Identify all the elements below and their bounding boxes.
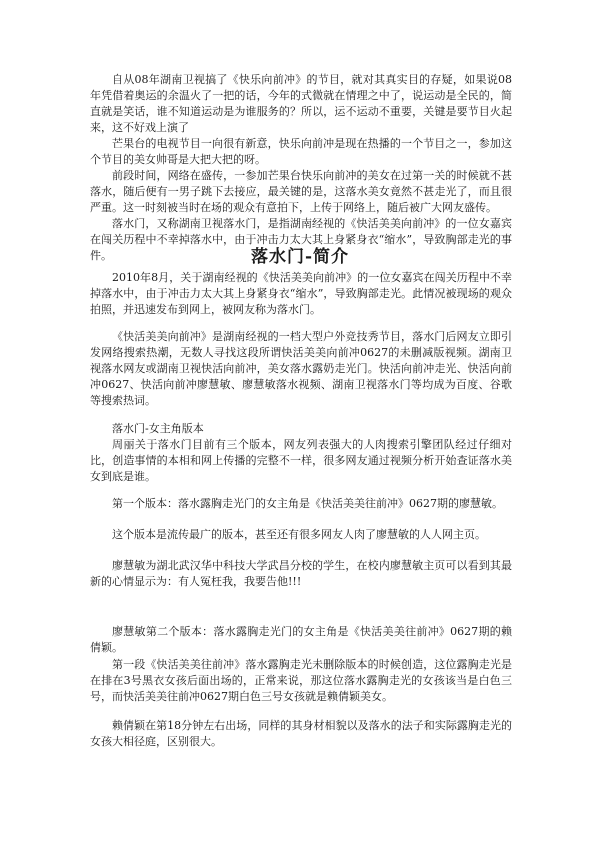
version-one-paragraph: 第一个版本：落水露胸走光门的女主角是《快活美美往前冲》0627期的廖慧敏。 [112,497,503,510]
intro-paragraph-4: 落水门，又称湖南卫视落水门，是指湖南经视的《快活美美向前冲》的一位女嘉宾在闯关历程中不幸掉落水中，由于冲击力太大其上身紧身衣“缩水”，导致胸部走光的事件。 [90,217,512,262]
version-one-detail: 这个版本是流传最广的版本，甚至还有很多网友人肉了廖慧敏的人人网主页。 [112,528,486,541]
intro-paragraph-2: 芒果台的电视节目一向很有新意，快乐向前冲是现在热播的一个节目之一，参加这个节目的美女帅哥是大把大把的呀。 [90,137,512,166]
liao-huimin-paragraph: 廖慧敏为湖北武汉华中科技大学武昌分校的学生，在校内廖慧敏主页可以看到其最新的心情显示为：有人冤枉我，我要告他!!! [90,559,512,588]
subheading-heroine-versions: 落水门-女主角版本 [112,422,204,435]
section-heading: 落水门-简介 [250,247,350,267]
version-two-detail: 第一段《快活美美往前冲》落水露胸走光未删除版本的时候创造，这位露胸走光是在排在3号黑衣女孩后面出场的，正常来说，那这位落水露胸走光的女孩该当是白色三号，而快活美美往前冲0627期白色三号女孩就是赖倩颖美女。 [90,658,512,703]
body-paragraph-3: 周丽关于落水门目前有三个版本，网友列表强大的人肉搜索引擎团队经过仔细对比，创造事情的本相和网上传播的完整不一样，很多网友通过视频分析开始查证落水美女到底是谁。 [90,438,512,483]
intro-paragraph-1: 自从08年湖南卫视搞了《快乐向前冲》的节目，就对其真实目的存疑，如果说08年凭借着奥运的余温火了一把的话，今年的式微就在情理之中了，说运动是全民的，简直就是笑话，谁不知道运动是为谁服务的？所以，运不运动不重要，关键是要节目火起来，这不好戏上演了 [90,73,512,134]
body-paragraph-1: 2010年8月，关于湖南经视的《快活美美向前冲》的一位女嘉宾在闯关历程中不幸掉落水中，由于冲击力太大其上身紧身衣“缩水”，导致胸部走光。此情况被现场的观众拍照，并迅速发布到网上，被网友称为落水门。 [90,271,512,316]
lai-qianying-paragraph: 赖倩颖在第18分钟左右出场，同样的其身材相貌以及落水的法子和实际露胸走光的女孩大相径庭，区别很大。 [90,719,512,748]
intro-paragraph-3: 前段时间，网络在盛传，一参加芒果台快乐向前冲的美女在过第一关的时候就不甚落水，随后便有一男子跳下去接应，最关键的是，这落水美女竟然不甚走光了，而且很严重。这一时刻被当时在场的观众有意拍下，上传于网络上，随后被广大网友盛传。 [90,169,512,214]
body-paragraph-2: 《快活美美向前冲》是湖南经视的一档大型户外竞技秀节目，落水门后网友立即引发网络搜索热潮，无数人寻找这段所谓快活美美向前冲0627的未删减版视频。湖南卫视落水网友或湖南卫视快活向前冲，美女落水露奶走光门。快活向前冲走光、快活向前冲0627、快活向前冲廖慧敏、廖慧敏落水视频、湖南卫视落水门等均成为百度、谷歌等搜索热词。 [90,330,512,407]
version-two-paragraph: 廖慧敏第二个版本：落水露胸走光门的女主角是《快活美美往前冲》0627期的赖倩颖。 [90,625,512,654]
